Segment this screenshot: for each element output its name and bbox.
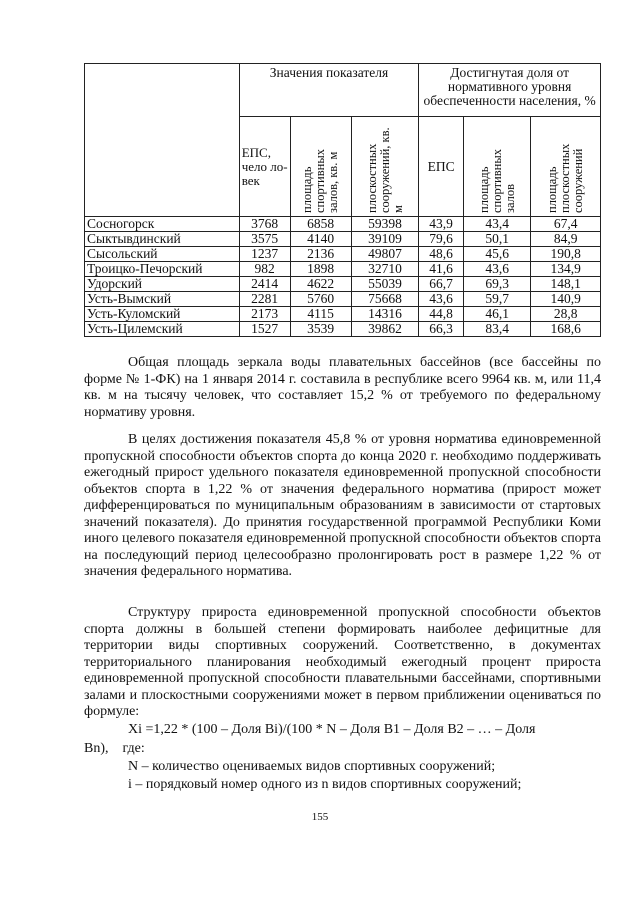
row-value: 55039: [351, 277, 418, 292]
row-value: 148,1: [531, 277, 601, 292]
col-header-flat-area: плоскостных сооружений, кв. м: [351, 117, 418, 217]
table-row: [85, 277, 601, 292]
row-value: 3539: [290, 322, 351, 337]
row-value: 4622: [290, 277, 351, 292]
col-header-halls-share: площадь спортивных залов: [463, 117, 530, 217]
row-value: 140,9: [531, 292, 601, 307]
row-value: 3575: [239, 232, 290, 247]
row-value: 2281: [239, 292, 290, 307]
row-value: 83,4: [463, 322, 530, 337]
row-value: 59,7: [463, 292, 530, 307]
col-header-halls-area: площадь спортивных залов, кв. м: [290, 117, 351, 217]
row-municipality: Удорский: [85, 277, 240, 292]
row-municipality: Сысольский: [85, 247, 240, 262]
table-row: [85, 247, 601, 262]
row-value: 1527: [239, 322, 290, 337]
row-value: 168,6: [531, 322, 601, 337]
row-value: 67,4: [531, 217, 601, 232]
row-municipality: Сосногорск: [85, 217, 240, 232]
page-number: 155: [311, 811, 329, 823]
header-values-group: Значения показателя: [239, 64, 419, 117]
paragraph-target: В целях достижения показателя 45,8 % от уровня норматива единовременной пропускной способности объектов спорта до конца 2020 г. необходимо поддерживать ежегодный прирост удельного показателя единовременной пропускной способности объектов спорта в 1,22 % от значения федерального норматива (прирост может дифференцироваться по муниципальным образованиям в зависимости от стартовых значений показателя). До принятия государственной программой Республики Коми иного целевого показателя единовременной пропускной способности объектов спорта на последующий период целесообразно пролонгировать рост в размере 1,22 % от значения федерального норматива.: [84, 432, 601, 579]
definition-n: N – количество оцениваемых видов спортивных сооружений;: [128, 759, 496, 774]
row-value: 14316: [351, 307, 418, 322]
row-municipality: Усть-Вымский: [85, 292, 240, 307]
row-value: 66,7: [419, 277, 464, 292]
row-value: 79,6: [419, 232, 464, 247]
row-value: 3768: [239, 217, 290, 232]
header-share-group: Достигнутая доля от нормативного уровня обеспеченности населения, %: [419, 64, 601, 117]
table-row: [85, 307, 601, 322]
row-value: 190,8: [531, 247, 601, 262]
row-value: 4140: [290, 232, 351, 247]
row-value: 84,9: [531, 232, 601, 247]
row-value: 32710: [351, 262, 418, 277]
definition-i: i – порядковый номер одного из n видов спортивных сооружений;: [128, 777, 522, 792]
row-value: 45,6: [463, 247, 530, 262]
table-row: [85, 262, 601, 277]
row-value: 44,8: [419, 307, 464, 322]
formula-line: Xi =1,22 * (100 – Доля Bi)/(100 * N – Доля B1 – Доля B2 – … – Доля: [128, 722, 536, 737]
row-value: 28,8: [531, 307, 601, 322]
row-value: 1898: [290, 262, 351, 277]
row-value: 59398: [351, 217, 418, 232]
row-value: 46,1: [463, 307, 530, 322]
row-value: 49807: [351, 247, 418, 262]
table-row: [85, 322, 601, 337]
row-value: 5760: [290, 292, 351, 307]
paragraph-pools: Общая площадь зеркала воды плавательных бассейнов (все бассейны по форме № 1-ФК) на 1 января 2014 г. составила в республике всего 9964 кв. м, или 11,4 кв. м на тысячу человек, что составляет 15,2 % от требуемого по федеральному нормативу уровня.: [84, 355, 601, 420]
row-value: 982: [239, 262, 290, 277]
row-municipality: Усть-Цилемский: [85, 322, 240, 337]
table-row: [85, 232, 601, 247]
row-value: 43,6: [463, 262, 530, 277]
row-value: 2414: [239, 277, 290, 292]
row-value: 43,6: [419, 292, 464, 307]
indicators-table: [84, 63, 601, 337]
row-value: 6858: [290, 217, 351, 232]
row-value: 1237: [239, 247, 290, 262]
col-header-eps: ЕПС, чело ло- век: [239, 117, 290, 217]
formula-continuation: Bn), где:: [84, 741, 145, 756]
row-value: 2136: [290, 247, 351, 262]
row-value: 50,1: [463, 232, 530, 247]
table-header-blank: [85, 64, 240, 217]
row-municipality: Сыктывдинский: [85, 232, 240, 247]
row-value: 43,9: [419, 217, 464, 232]
row-value: 69,3: [463, 277, 530, 292]
row-value: 4115: [290, 307, 351, 322]
table-row: [85, 217, 601, 232]
col-header-eps-share: ЕПС: [419, 117, 464, 217]
row-value: 134,9: [531, 262, 601, 277]
row-value: 75668: [351, 292, 418, 307]
paragraph-structure: Структуру прироста единовременной пропускной способности объектов спорта должны в большей степени формировать наиболее дефицитные для территории виды спортивных сооружений. Соответственно, в документах территориального планирования необходимый ежегодный процент прироста единовременной пропускной способности плавательными бассейнами, спортивными залами и плоскостными сооружениями может в первом приближении оцениваться по формуле:: [84, 605, 601, 719]
table-row: [85, 292, 601, 307]
row-municipality: Троицко-Печорский: [85, 262, 240, 277]
row-value: 39862: [351, 322, 418, 337]
col-header-flat-share: площадь плоскостных сооружений: [531, 117, 601, 217]
row-value: 43,4: [463, 217, 530, 232]
row-value: 48,6: [419, 247, 464, 262]
row-municipality: Усть-Куломский: [85, 307, 240, 322]
row-value: 39109: [351, 232, 418, 247]
row-value: 66,3: [419, 322, 464, 337]
row-value: 41,6: [419, 262, 464, 277]
row-value: 2173: [239, 307, 290, 322]
